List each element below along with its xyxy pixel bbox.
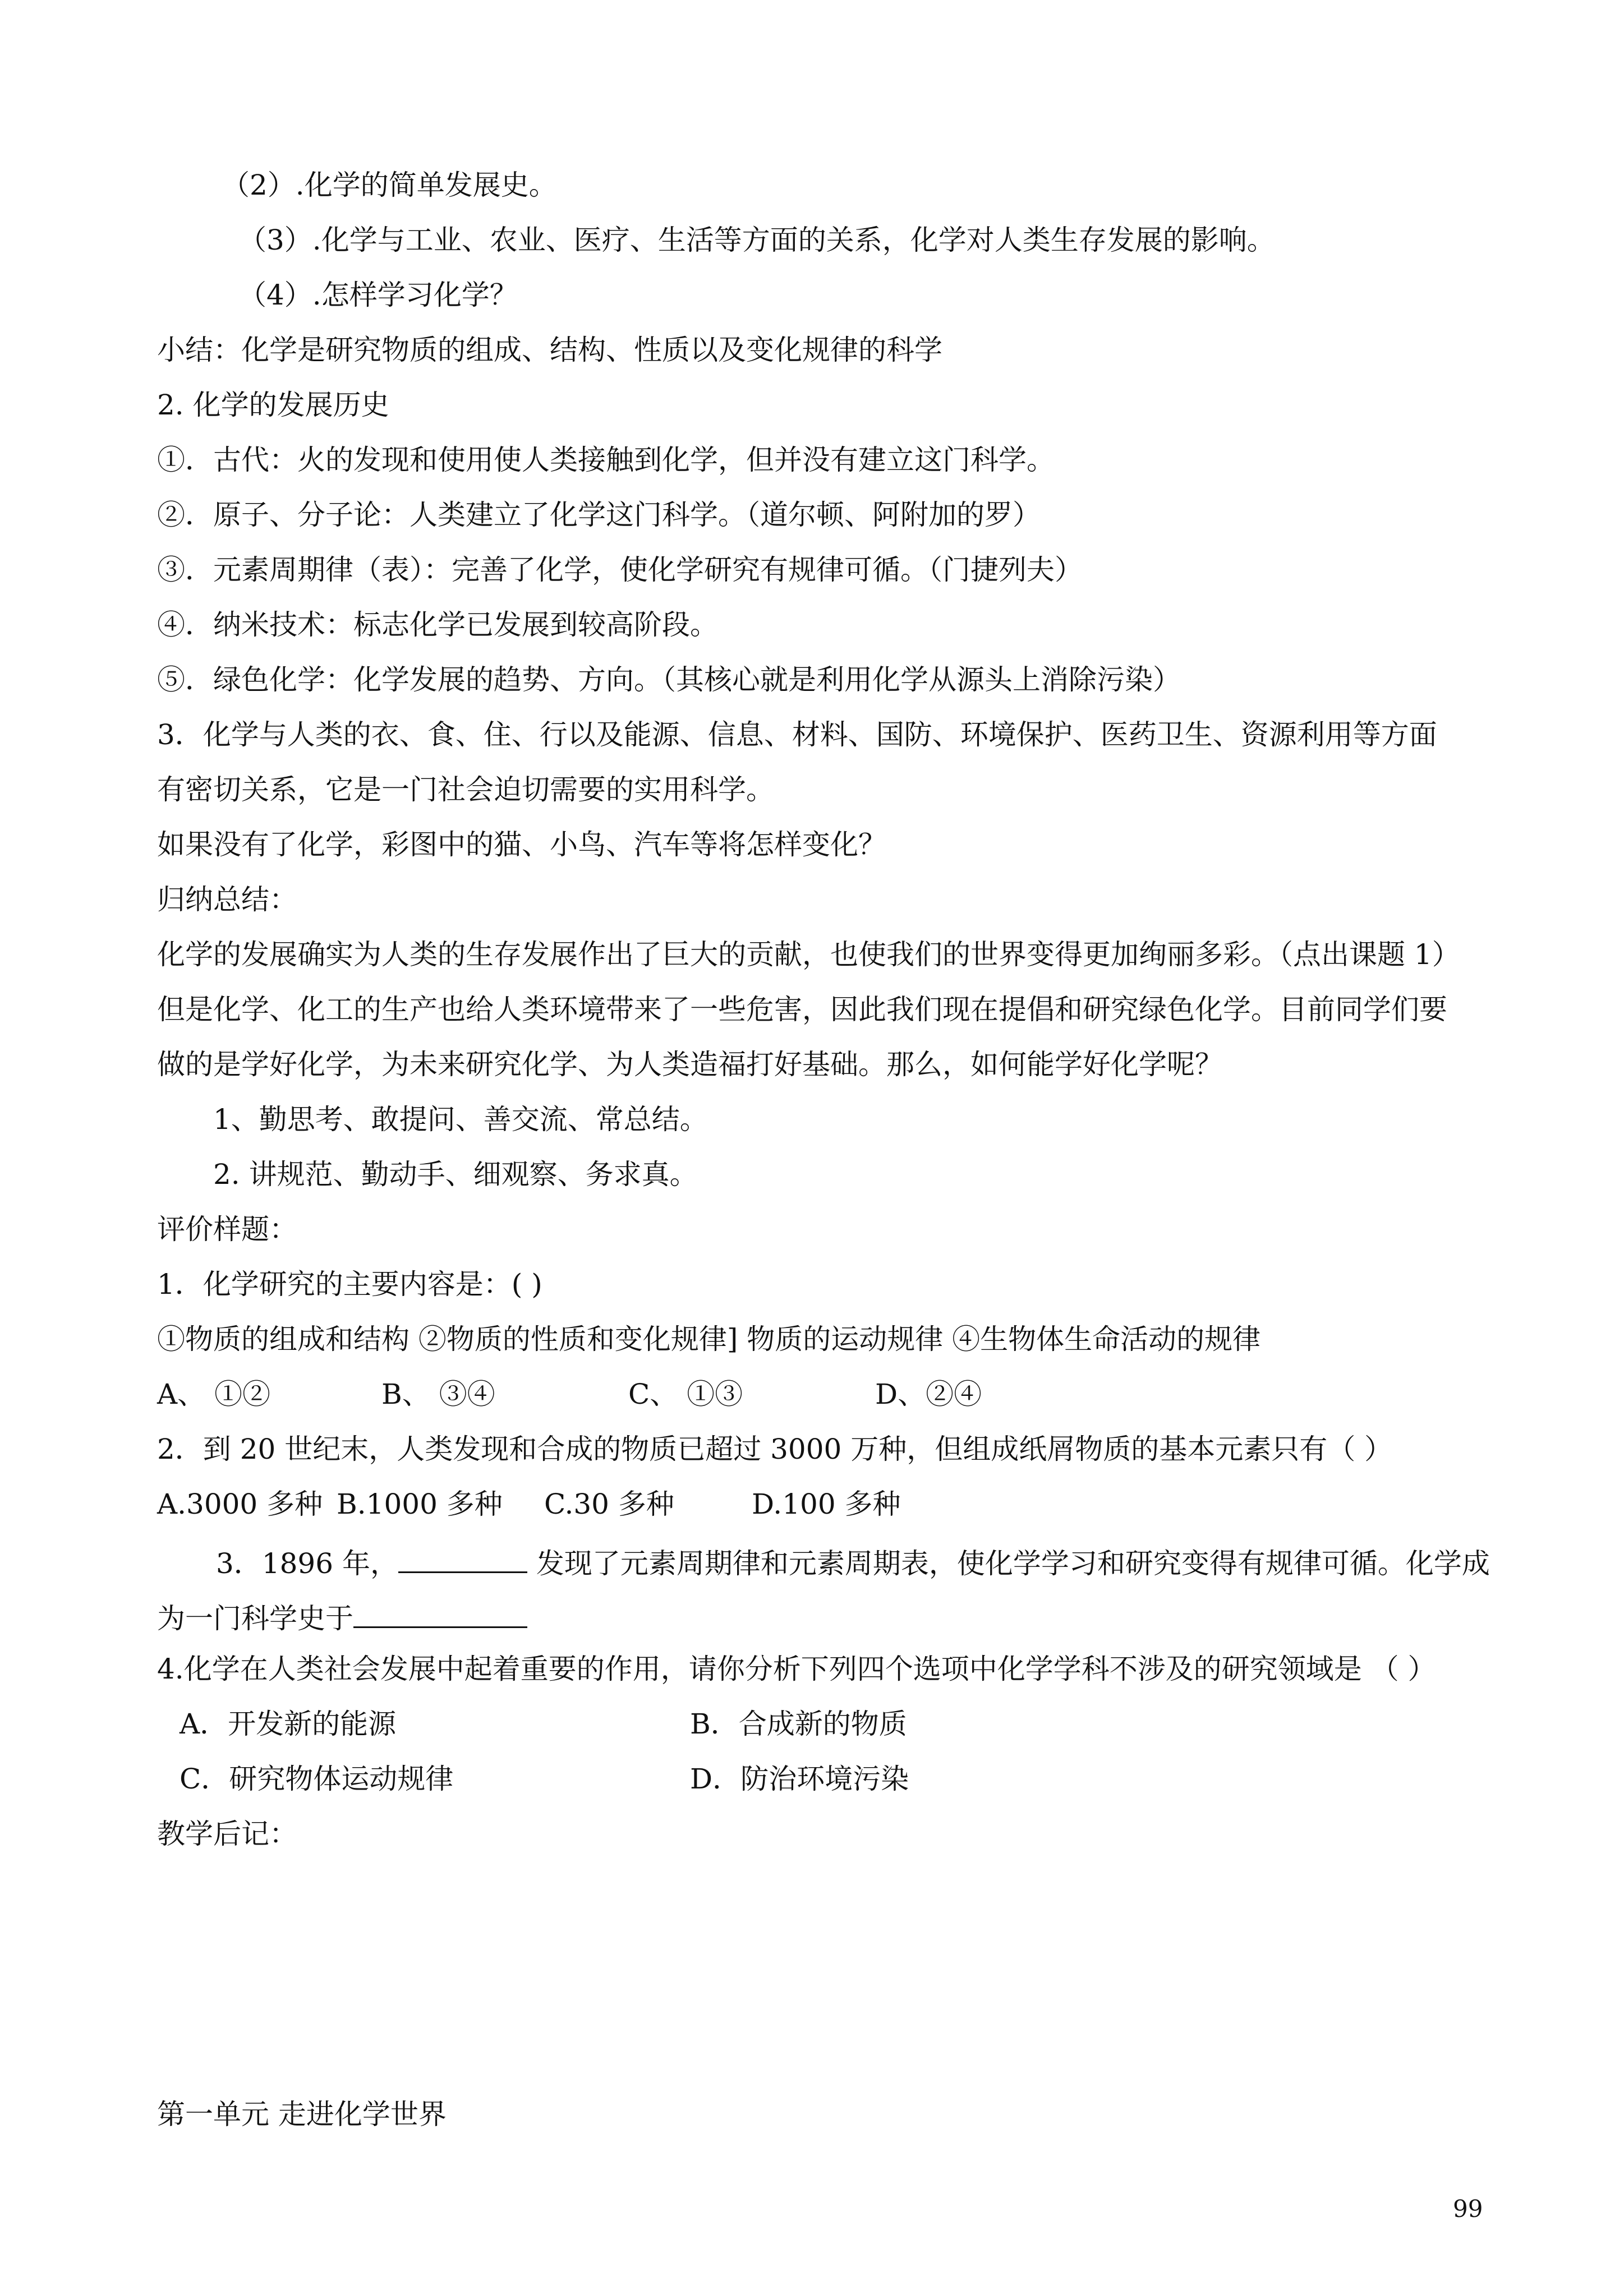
question-2: 2．到 20 世纪末，人类发现和合成的物质已超过 3000 万种，但组成纸屑物质的基本元素只有（ ） (157, 1433, 1393, 1465)
answer-blank (353, 1597, 527, 1628)
q3-text-continued: 为一门科学史于 (157, 1602, 353, 1635)
q3-text-end: 发现了元素周期律和元素周期表，使化学学习和研究变得有规律可循。化学成 (527, 1547, 1490, 1580)
history-item: ③．元素周期律（表）：完善了化学，使化学研究有规律可循。（门捷列夫） (157, 554, 1083, 586)
history-item: ④．纳米技术：标志化学已发展到较高阶段。 (157, 608, 718, 641)
text-line: 如果没有了化学，彩图中的猫、小鸟、汽车等将怎样变化？ (157, 828, 886, 861)
question-4: 4.化学在人类社会发展中起着重要的作用，请你分析下列四个选项中化学学科不涉及的研究领域是 （ ） (157, 1653, 1436, 1685)
section-heading: 归纳总结： (157, 883, 297, 916)
text-line: 但是化学、化工的生产也给人类环境带来了一些危害，因此我们现在提倡和研究绿色化学。目前同学们要 (157, 993, 1447, 1026)
q1-option-a: A、 ①② (157, 1378, 271, 1410)
q1-option-c: C、 ①③ (628, 1378, 743, 1410)
q4-option-b: B．合成新的物质 (690, 1708, 907, 1740)
q1-option-d: D、②④ (875, 1378, 982, 1410)
text-line: （4）.怎样学习化学？ (238, 279, 518, 311)
answer-blank (398, 1542, 527, 1573)
question-1-statements: ①物质的组成和结构 ②物质的性质和变化规律] 物质的运动规律 ④生物体生命活动的规律 (157, 1323, 1261, 1356)
q2-option-c: C.30 多种 (544, 1488, 674, 1520)
text-line: （3）.化学与工业、农业、医疗、生活等方面的关系，化学对人类生存发展的影响。 (238, 224, 1275, 256)
question-1: 1．化学研究的主要内容是：( ) (157, 1268, 542, 1301)
history-item: ②．原子、分子论：人类建立了化学这门科学。（道尔顿、阿附加的罗） (157, 499, 1041, 531)
summary-line: 小结：化学是研究物质的组成、结构、性质以及变化规律的科学 (157, 334, 942, 366)
afterword-heading: 教学后记： (157, 1818, 297, 1850)
q4-option-a: A．开发新的能源 (180, 1708, 397, 1740)
text-line: （2）.化学的简单发展史。 (222, 169, 557, 201)
text-line: 做的是学好化学，为未来研究化学、为人类造福打好基础。那么，如何能学好化学呢？ (157, 1048, 1223, 1081)
text-line: 3．化学与人类的衣、食、住、行以及能源、信息、材料、国防、环境保护、医药卫生、资源利用等方面 (157, 718, 1437, 751)
question-3-continued (157, 1597, 527, 1635)
q2-option-d: D.100 多种 (752, 1488, 901, 1520)
text-line: 有密切关系，它是一门社会迫切需要的实用科学。 (157, 773, 774, 806)
q4-option-d: D．防治环境污染 (690, 1763, 909, 1795)
unit-title: 第一单元 走进化学世界 (157, 2098, 447, 2131)
q3-text-start: 3．1896 年， (216, 1547, 398, 1580)
study-tip: 2. 讲规范、勤动手、细观察、务求真。 (213, 1158, 698, 1191)
question-3 (216, 1542, 1490, 1580)
history-item: ⑤．绿色化学：化学发展的趋势、方向。（其核心就是利用化学从源头上消除污染） (157, 663, 1181, 696)
section-heading: 评价样题： (157, 1213, 297, 1246)
section-heading: 2. 化学的发展历史 (157, 389, 389, 421)
study-tip: 1、勤思考、敢提问、善交流、常总结。 (213, 1103, 708, 1136)
text-line: 化学的发展确实为人类的生存发展作出了巨大的贡献，也使我们的世界变得更加绚丽多彩。（点出课题 1） (157, 938, 1460, 971)
q4-option-c: C．研究物体运动规律 (180, 1763, 454, 1795)
history-item: ①．古代：火的发现和使用使人类接触到化学，但并没有建立这门科学。 (157, 444, 1055, 476)
q1-option-b: B、 ③④ (381, 1378, 495, 1410)
q2-option-a: A.3000 多种 (157, 1488, 323, 1520)
q2-option-b: B.1000 多种 (337, 1488, 503, 1520)
page-number: 99 (1453, 2195, 1483, 2223)
